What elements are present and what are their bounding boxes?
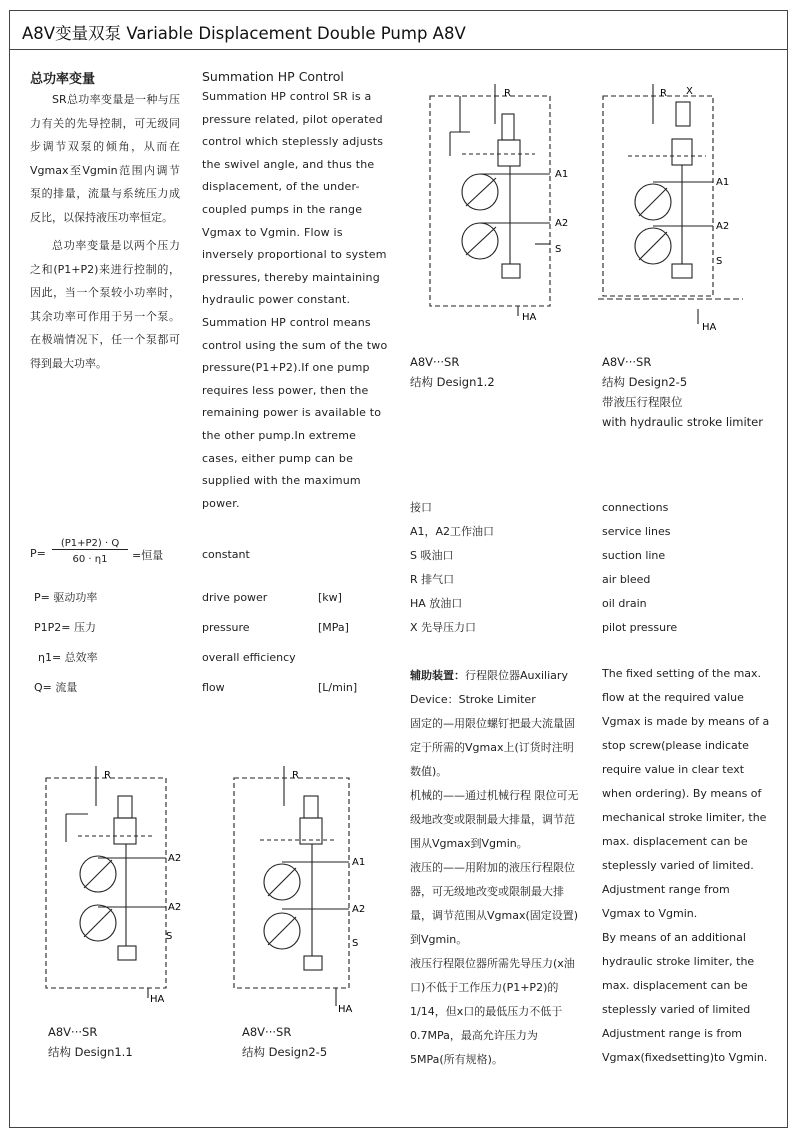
label-r: R [504,88,511,99]
connection-en: connections [602,501,669,514]
aux-en-block [602,662,770,1070]
aux-cn-paragraph: 固定的—用限位螺钉把最大流量固定于所需的Vgmax上(订货时注明数值)。 [410,717,575,778]
label-ha: HA [150,994,165,1005]
label-a2: A2 [555,218,569,229]
connection-en: pilot pressure [602,621,678,634]
label-a2: A2 [716,221,730,232]
connection-cn: A1，A2工作油口 [410,525,495,538]
power-formula [30,538,180,572]
caption-text-cn: 带液压行程限位 [602,395,683,409]
connection-cn: R 排气口 [410,573,455,586]
tank [672,264,692,278]
label-a2: A2 [352,904,366,915]
pump-2-arrow [84,909,112,937]
housing-outline [234,778,349,988]
label-s: S [352,938,359,949]
caption-model: A8V···SR [602,355,652,369]
symbol-en: pressure [202,621,250,634]
symbol-cn: Q= 流量 [34,681,78,694]
connection-cn: X 先导压力口 [410,621,477,634]
connection-en: service lines [602,525,671,538]
pump-1-arrow [268,868,296,896]
tank [118,946,136,960]
schematic-design-1-1 [36,766,206,1011]
housing-outline [46,778,166,988]
aux-en-paragraph: The fixed setting of the max. flow at the required value Vgmax is made by means of a stop screw(please indicate require value in clear text when ordering). By means of mechanical stroke limiter, the max. displacement can be steplessly varied of limited. Adjustment range from Vgmax to Vgmin. [602,667,770,920]
cn-paragraph-1: SR总功率变量是一种与压力有关的先导控制，可无级同步调节双泵的倾角，从而在Vgmax至Vgmin范围内调节泵的排量，流量与系统压力成反比，以保持液压功率恒定。 [30,93,180,224]
caption-model: A8V···SR [242,1025,292,1039]
formula-numerator: (P1+P2) · Q [52,538,128,550]
symbol-cn: P= 驱动功率 [34,591,98,604]
pump-2-arrow [268,917,296,945]
caption-text: 结构 Design2-5 [242,1045,328,1059]
aux-heading-rest: 行程限位器Auxiliary Device：Stroke Limiter [410,669,568,706]
aux-cn-paragraph: 机械的——通过机械行程 限位可无级地改变或限制最大排量，调节范围从Vgmax到Vgmin。 [410,789,579,850]
caption-design-2-5 [242,1022,327,1062]
connection-en: suction line [602,549,666,562]
label-x: X [686,86,693,97]
pump-1-arrow [466,178,496,206]
caption-text: 结构 Design1.1 [48,1045,133,1059]
en-paragraph-2: Summation HP control means control using the sum of the two pressure(P1+P2).If one pump requires less power, then the remaining power is available to the other pump.In extreme cases, either pump can be supplied with the maximum power. [202,315,388,510]
caption-text-en: with hydraulic stroke limiter [602,415,763,429]
formula-rhs: =恒量 [132,549,164,562]
symbol-cn: η1= 总效率 [38,651,98,664]
limiter-valve [676,102,690,126]
label-s: S [716,256,723,267]
pump-1-arrow [84,860,112,888]
pump-2-arrow [466,227,496,255]
caption-model: A8V···SR [410,355,460,369]
symbol-unit: [MPa] [318,621,349,634]
cn-heading: 总功率变量 [30,72,96,87]
label-s: S [166,931,173,942]
connection-cn: S 吸油口 [410,549,454,562]
connection-cn: HA 放油口 [410,597,463,610]
label-a1: A1 [555,169,569,180]
symbol-en: drive power [202,591,268,604]
pump-1-arrow [639,188,667,216]
aux-heading: 辅助装置： [410,669,465,682]
caption-design-2-5-limiter [602,352,763,432]
connections-en-list [602,496,772,640]
aux-cn-paragraph: 液压的——用附加的液压行程限位器，可无级地改变或限制最大排量，调节范围从Vgmax(固定设置)到Vgmin。 [410,861,579,946]
formula-denominator: 60 · η1 [72,554,108,565]
caption-text: 结构 Design1.2 [410,375,495,389]
label-r: R [292,770,299,781]
aux-heading-line [410,664,582,712]
symbol-en: overall efficiency [202,651,296,664]
aux-en-paragraph: By means of an additional hydraulic stroke limiter, the max. displacement can be steplessly varied of limited Adjustment range is from Vgmax(fixedsetting)to Vgmin. [602,931,768,1064]
caption-text: 结构 Design2-5 [602,375,688,389]
label-s: S [555,244,562,255]
formula-meaning: constant [202,548,250,561]
title-divider [9,49,788,50]
aux-cn-paragraph: 液压行程限位器所需先导压力(x油口)不低于工作压力(P1+P2)的1/14，但x口的最低压力不低于0.7MPa，最高允许压力为5MPa(所有规格)。 [410,957,575,1066]
symbol-en: flow [202,681,225,694]
en-paragraph-1: Summation HP control SR is a pressure related, pilot operated control which steplessly adjusts the swivel angle, and thus the displacement, of the under-coupled pumps in the range Vgmax to Vgmin. Flow is inversely proportional to system pressures, thereby maintaining hydraulic power constant. [202,90,387,307]
housing-outline [430,96,550,306]
connection-en: oil drain [602,597,647,610]
caption-design-1-1 [48,1022,133,1062]
en-body [202,86,388,515]
valve-body [498,140,520,166]
connection-cn: 接口 [410,501,432,514]
connections-cn-list [410,496,590,640]
cn-paragraph-2: 总功率变量是以两个压力之和(P1+P2)来进行控制的，因此，当一个泵较小功率时，其余功率可作用于另一个泵。在极端情况下，任一个泵都可得到最大功率。 [30,239,180,370]
page-title: A8V变量双泵 Variable Displacement Double Pump A8V [22,24,466,43]
label-ha: HA [338,1004,353,1015]
symbol-unit: [L/min] [318,681,358,694]
label-a2-upper: A2 [168,853,182,864]
label-a2-lower: A2 [168,902,182,913]
tank [304,956,322,970]
en-heading: Summation HP Control [202,69,344,84]
symbol-unit: [kw] [318,591,342,604]
valve-body [114,818,136,844]
pump-2-arrow [639,232,667,260]
cn-body [30,88,180,375]
label-r: R [660,88,667,99]
valve-top [118,796,132,818]
label-ha: HA [702,322,717,333]
valve-body [672,139,692,165]
housing-outline [603,96,713,296]
valve-top [304,796,318,818]
valve-top [502,114,514,140]
schematic-design-2-5 [224,766,384,1016]
caption-model: A8V···SR [48,1025,98,1039]
schematic-design-1-2 [410,84,580,324]
symbol-cn: P1P2= 压力 [34,621,96,634]
label-a1: A1 [352,857,366,868]
label-ha: HA [522,312,537,323]
label-r: R [104,770,111,781]
label-a1: A1 [716,177,730,188]
caption-design-1-2 [410,352,495,392]
formula-lhs: P= [30,547,46,560]
schematic-design-2-5-limiter [598,84,748,334]
aux-cn-block [410,664,582,1072]
connection-en: air bleed [602,573,651,586]
tank [502,264,520,278]
